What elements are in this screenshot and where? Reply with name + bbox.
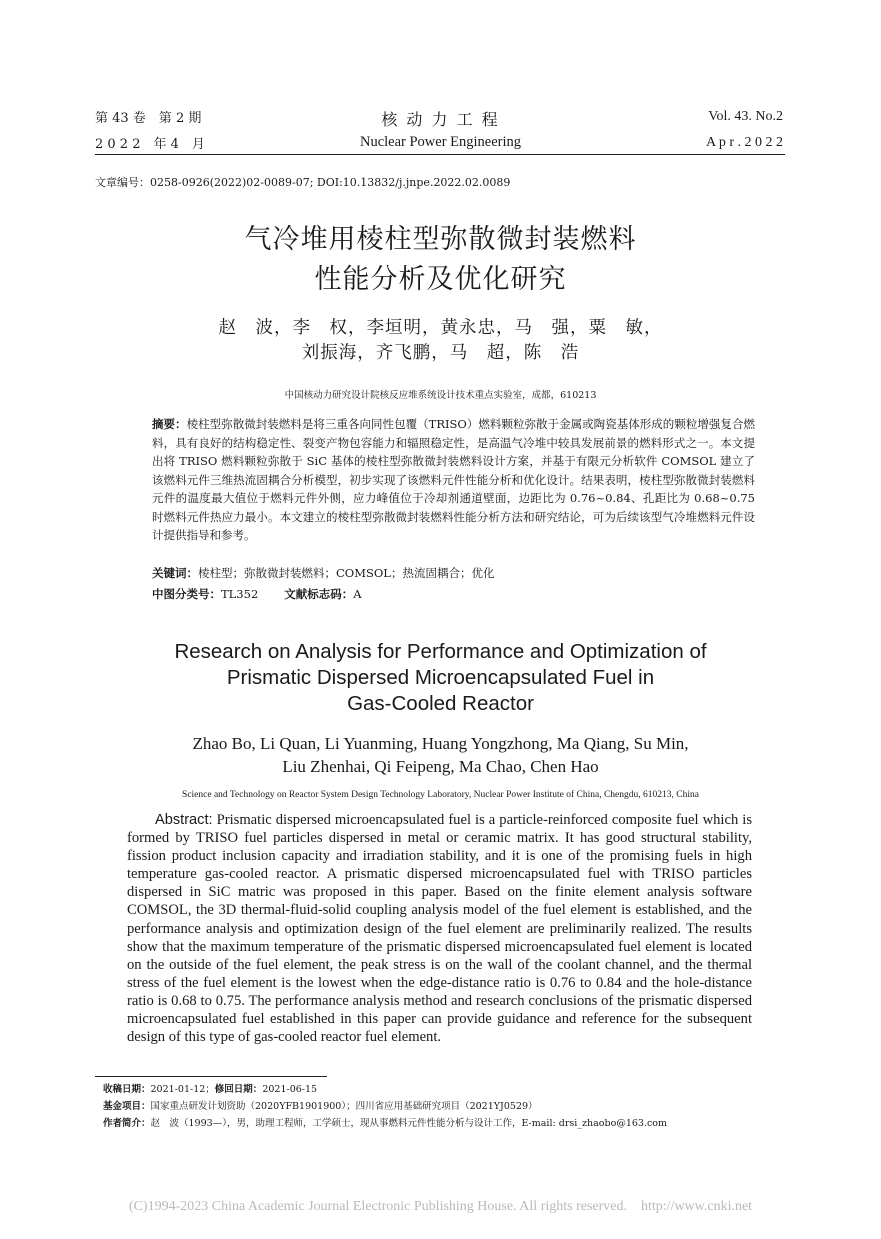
- authors-en-line-1: Zhao Bo, Li Quan, Li Yuanming, Huang Yongzhong, Ma Qiang, Su Min,: [192, 734, 689, 753]
- abstract-en: [127, 811, 752, 1046]
- keywords-cn-text: 棱柱型；弥散微封装燃料；COMSOL；热流固耦合；优化: [198, 566, 495, 580]
- authors-cn-line-2: 刘振海，齐飞鹏，马 超，陈 浩: [301, 343, 580, 363]
- copyright-watermark: (C)1994-2023 China Academic Journal Electronic Publishing House. All rights reserved. http://www.cnki.net: [128, 1199, 753, 1214]
- article-number: 文章编号：0258-0926(2022)02-0089-07; DOI:10.13832/j.jnpe.2022.02.0089: [95, 176, 511, 189]
- revised-date: 2021-06-15: [262, 1084, 318, 1095]
- footnote-funding: [103, 1098, 538, 1112]
- revised-label: 修回日期：: [214, 1084, 263, 1095]
- journal-name-en: Nuclear Power Engineering: [359, 134, 522, 150]
- volume-issue-cn: 第 43 卷 第 2 期: [95, 111, 202, 126]
- date-en: A p r . 2 0 2 2: [706, 135, 783, 150]
- author-bio-text: 赵 波（1993—），男，助理工程师，工学硕士，现从事燃料元件性能分析与设计工作，E-mail: drsi_zhaobo@163.com: [150, 1118, 668, 1129]
- date-cn: 2 0 2 2 年 4 月: [95, 137, 205, 152]
- title-en-line-3: Gas-Cooled Reactor: [347, 692, 534, 715]
- doc-code-value: A: [353, 587, 362, 601]
- title-en-line-2: Prismatic Dispersed Microencapsulated Fuel in: [226, 666, 655, 689]
- abstract-cn-text: 棱柱型弥散微封装燃料是将三重各向同性包覆（TRISO）燃料颗粒弥散于金属或陶瓷基体形成的颗粒增强复合燃料，具有良好的结构稳定性、裂变产物包容能力和辐照稳定性，是高温气冷堆中较具发展前景的燃料形式之一。本文提出将 TRISO 燃料颗粒弥散于 SiC 基体的棱柱型弥散微封装燃料设计方案，并基于有限元分析软件 COMSOL 建立了该燃料元件三维热流固耦合分析模型，初步实现了该燃料元件性能分析和优化设计。结果表明，棱柱型弥散微封装燃料元件的温度最大值位于燃料元件外侧，应力峰值位于冷却剂通道壁面，边距比为 0.76~0.84、孔距比为 0.68~0.75 时燃料元件热应力最小。本文建立的棱柱型弥散微封装燃料性能分析方法和研究结论，可为后续该型气冷堆燃料元件设计提供指导和参考。: [152, 417, 755, 542]
- received-date: 2021-01-12；: [150, 1084, 215, 1095]
- author-bio-label: 作者简介：: [103, 1118, 151, 1129]
- title-cn-line-2: 性能分析及优化研究: [314, 264, 567, 295]
- abstract-cn-label: 摘要：: [152, 417, 187, 431]
- footnote-dates: [103, 1081, 317, 1095]
- affiliation-en: Science and Technology on Reactor System Design Technology Laboratory, Nuclear Power Institute of China, Chengdu, 610213, China: [182, 790, 699, 800]
- footnote-rule: [95, 1076, 327, 1077]
- clc-value: TL352: [221, 587, 259, 601]
- abstract-en-text: Prismatic dispersed microencapsulated fuel is a particle-reinforced composite fuel which is formed by TRISO fuel particles dispersed in metal or ceramic matrix. It has good structural stability, fission product inclusion capacity and irradiation stability, and it is one of the promising fuels in high temperature gas-cooled reactor. A prismatic dispersed microencapsulated fuel with TRISO particles dispersed in SiC matric was proposed in this paper. Based on the finite element analysis software COMSOL, the 3D thermal-fluid-solid coupling analysis model of the fuel element is established, and the performance analysis and optimization design of the fuel element are preliminarily realized. The results show that the maximum temperature of the prismatic dispersed microencapsulated fuel element is located on the outside of the fuel element, the peak stress is on the wall of the coolant channel, and the thermal stress of the fuel element is the lowest when the edge-distance ratio is 0.76 to 0.84 and the hole-distance ratio is 0.68 to 0.75. The performance analysis method and research conclusions of the prismatic dispersed microencapsulated fuel established in this paper can provide guidance and reference for the subsequent design of this type of gas-cooled reactor fuel element.: [127, 812, 752, 1046]
- funding-text: 国家重点研发计划资助（2020YFB1901900）；四川省应用基础研究项目（2021YJ0529）: [150, 1101, 538, 1112]
- header-rule: [95, 154, 785, 155]
- title-cn-line-1: 气冷堆用棱柱型弥散微封装燃料: [244, 224, 637, 255]
- abstract-en-label: Abstract:: [155, 812, 213, 828]
- affiliation-cn: 中国核动力研究设计院核反应堆系统设计技术重点实验室，成都，610213: [284, 390, 597, 401]
- volume-issue-en: Vol. 43. No.2: [708, 109, 783, 124]
- doc-code-label: 文献标志码：: [284, 587, 354, 601]
- journal-name-cn: 核 动 力 工 程: [381, 110, 500, 129]
- funding-label: 基金项目：: [103, 1101, 151, 1112]
- classification-row: [152, 586, 362, 602]
- keywords-cn: [152, 565, 494, 581]
- keywords-cn-label: 关键词：: [152, 566, 198, 580]
- authors-cn-line-1: 赵 波，李 权，李垣明，黄永忠，马 强，粟 敏，: [218, 318, 663, 338]
- abstract-cn: [152, 415, 755, 545]
- footnote-author: [103, 1115, 667, 1129]
- authors-en-line-2: Liu Zhenhai, Qi Feipeng, Ma Chao, Chen Hao: [282, 757, 599, 776]
- received-label: 收稿日期：: [103, 1084, 151, 1095]
- clc-label: 中图分类号：: [152, 587, 221, 601]
- title-en-line-1: Research on Analysis for Performance and Optimization of: [174, 640, 707, 663]
